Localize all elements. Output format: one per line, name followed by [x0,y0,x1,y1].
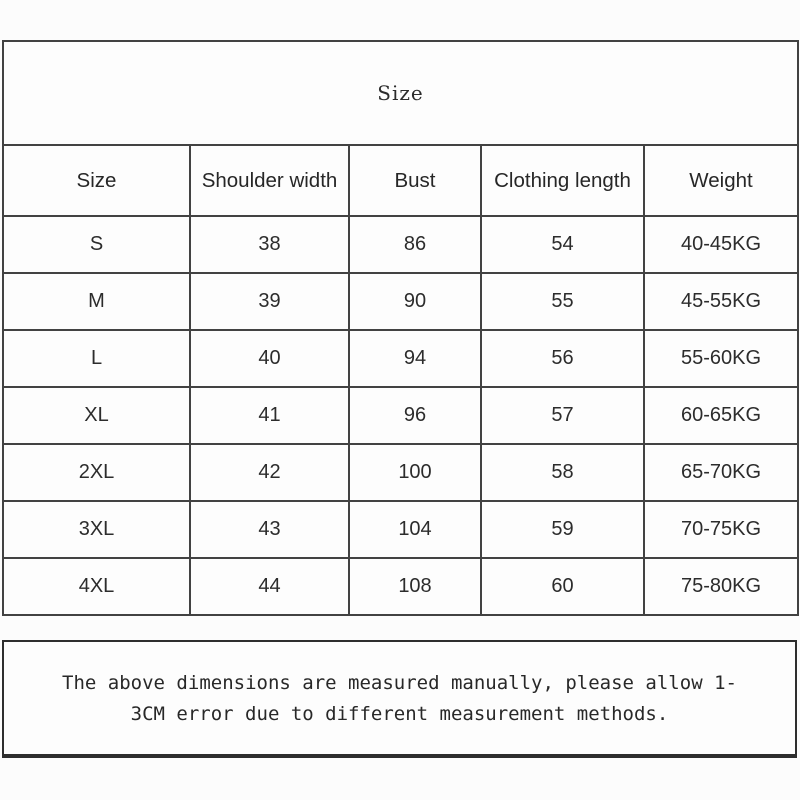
table-cell: 108 [349,558,481,615]
table-cell: 96 [349,387,481,444]
table-cell: 60-65KG [644,387,798,444]
table-row-2xl [3,444,798,501]
table-cell: 59 [481,501,644,558]
table-cell: 58 [481,444,644,501]
table-cell: 44 [190,558,349,615]
table-cell: 45-55KG [644,273,798,330]
table-cell: 40 [190,330,349,387]
note-line-1: The above dimensions are measured manually, please allow 1- [62,671,737,694]
table-cell: 41 [190,387,349,444]
table-cell: 42 [190,444,349,501]
table-row-4xl [3,558,798,615]
table-cell: 75-80KG [644,558,798,615]
column-header-size: Size [3,145,190,216]
table-row-xl [3,387,798,444]
table-cell: 60 [481,558,644,615]
table-row-s [3,216,798,273]
column-header-shoulder-width: Shoulder width [190,145,349,216]
table-cell: 55-60KG [644,330,798,387]
table-cell: L [3,330,190,387]
note-line-2: 3CM error due to different measurement methods. [130,702,669,725]
table-cell: M [3,273,190,330]
table-cell: 55 [481,273,644,330]
table-cell: S [3,216,190,273]
table-cell: 4XL [3,558,190,615]
table-row-3xl [3,501,798,558]
table-cell: 3XL [3,501,190,558]
chart-title: Size [3,41,798,145]
table-cell: 39 [190,273,349,330]
note-box [2,640,797,758]
table-cell: 100 [349,444,481,501]
table-cell: 54 [481,216,644,273]
table-cell: 56 [481,330,644,387]
table-cell: 65-70KG [644,444,798,501]
table-cell: 38 [190,216,349,273]
title-row [3,41,798,145]
table-cell: 2XL [3,444,190,501]
table-cell: 70-75KG [644,501,798,558]
table-cell: 86 [349,216,481,273]
table-row-m [3,273,798,330]
table-cell: 104 [349,501,481,558]
table-cell: 57 [481,387,644,444]
column-header-bust: Bust [349,145,481,216]
table-row-l [3,330,798,387]
column-header-clothing-length: Clothing length [481,145,644,216]
table-cell: 90 [349,273,481,330]
size-chart-table [2,40,799,616]
table-cell: XL [3,387,190,444]
table-cell: 43 [190,501,349,558]
table-header-row [3,145,798,216]
table-cell: 94 [349,330,481,387]
table-cell: 40-45KG [644,216,798,273]
column-header-weight: Weight [644,145,798,216]
